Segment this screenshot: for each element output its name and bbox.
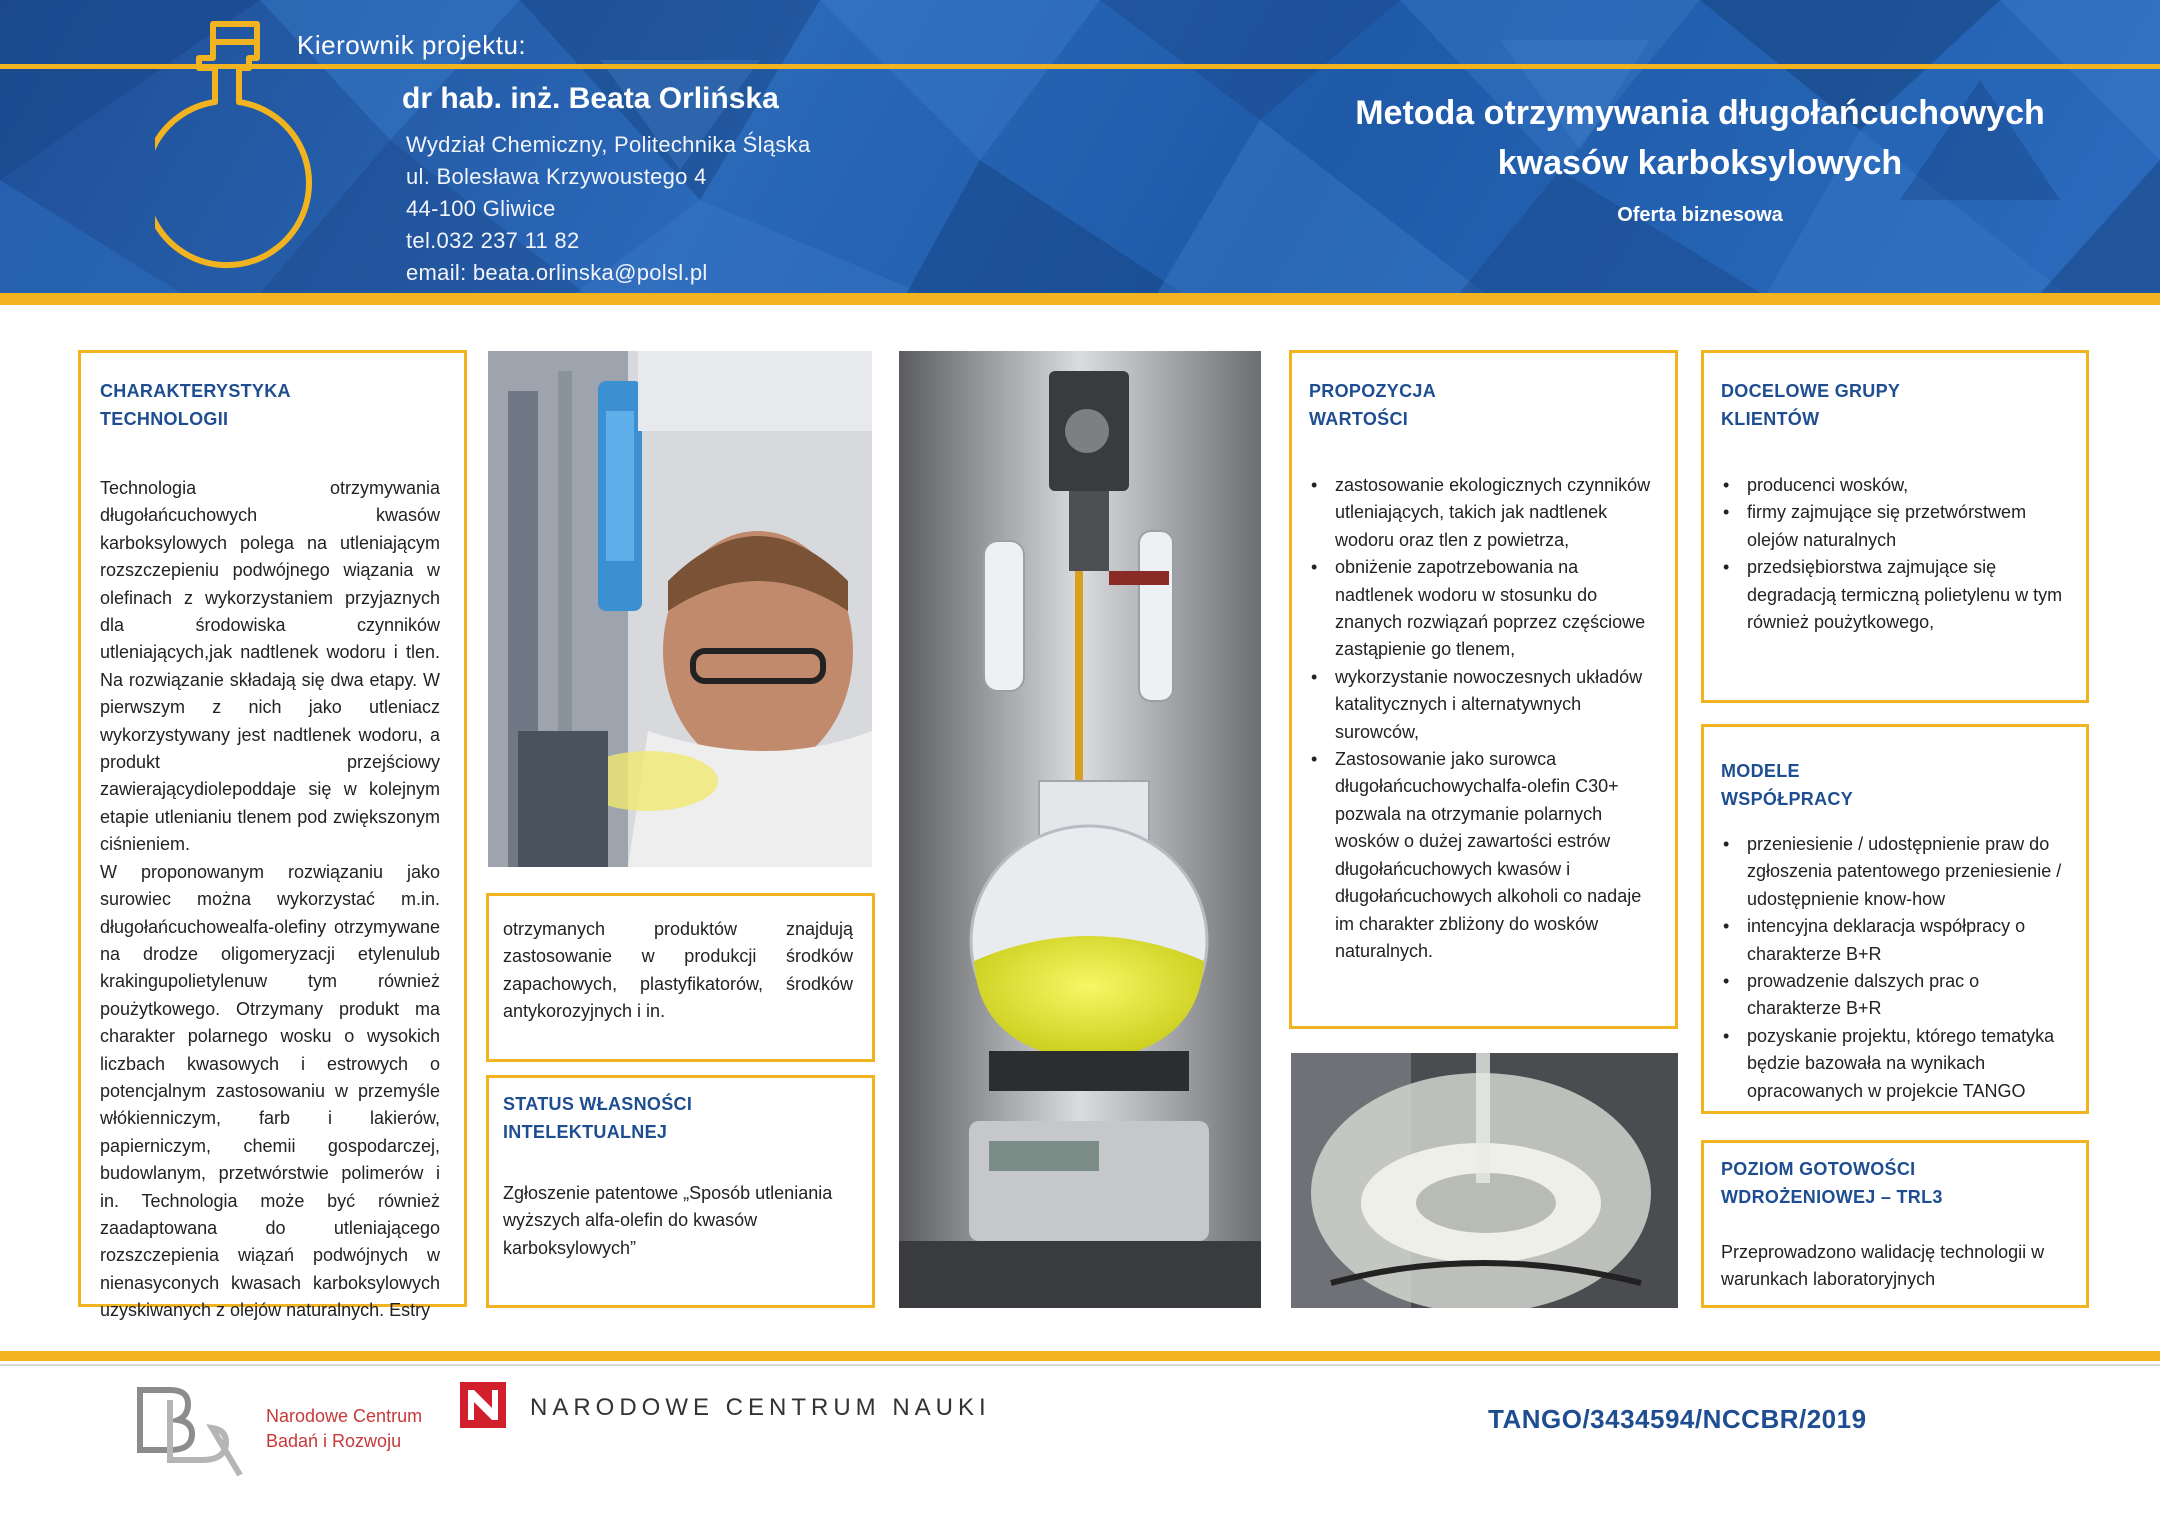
list-item: • firmy zajmujące się przetwórstwem olejów naturalnych xyxy=(1721,499,2066,554)
list-item: • intencyjna deklaracja współpracy o charakterze B+R xyxy=(1721,913,2071,968)
technology-paragraph: Technologia otrzymywania długołańcuchowych kwasów karboksylowych polega na utleniającym rozszczepieniu podwójnego wiązania w olefinach z wykorzystaniem przyjaznych dla środowiska czynników utleniających,jak nadtlenek wodoru i tlen. Na rozwiązanie składają się dwa etapy. W pierwszym z nich jako utleniacz wykorzystywany jest nadtlenek wodoru, a produkt przejściowy zawierającydiolepoddaje się w kolejnym etapie utlenianiu tlenem pod zwiększonym ciśnieniem. xyxy=(100,478,440,855)
header-banner xyxy=(0,0,2160,305)
ncbr-name-line: Badań i Rozwoju xyxy=(266,1431,402,1451)
value-proposition-box xyxy=(1289,350,1678,1029)
list-item: • pozyskanie projektu, którego tematyka będzie bazowała na wynikach opracowanych w projekcie TANGO xyxy=(1721,1023,2071,1105)
address-line: ul. Bolesława Krzywoustego 4 xyxy=(406,164,707,189)
address-line: 44-100 Gliwice xyxy=(406,196,556,221)
target-clients-title-line: DOCELOWE GRUPY xyxy=(1721,381,1901,401)
ip-status-box xyxy=(486,1075,875,1308)
list-item: • wykorzystanie nowoczesnych układów katalitycznych i alternatywnych surowców, xyxy=(1309,664,1657,746)
footer-rule xyxy=(0,1351,2160,1361)
technology-paragraph: W proponowanym rozwiązaniu jako surowiec można wykorzystać m.in. długołańcuchowealfa-olefiny otrzymywane na drodze oligomeryzacji etylenulub krakingupolietylenuw tym również poużytkowego. Otrzymany produkt ma charakter polarnego wosku o wysokich liczbach kwasowych i estrowych o potencjalnym zastosowaniu w przemyśle włókienniczym, farb i lakierów, papierniczym, chemii gospodarczej, budowlanym, przetwórstwie polimerów i in. Technologia może być również zaadaptowana do utleniającego rozszczepienia wiązań podwójnych w nienasyconych kwasach karboksylowych uzyskiwanych z olejów naturalnych. Estry xyxy=(100,861,440,1321)
readiness-level-title-line: POZIOM GOTOWOŚCI xyxy=(1721,1159,1916,1179)
ip-status-text: Zgłoszenie patentowe „Sposób utleniania wyższych alfa-olefin do kwasów karboksylowych” xyxy=(503,1183,833,1258)
technology-continuation-box xyxy=(486,893,875,1062)
technology-text xyxy=(100,475,440,1325)
offer-title-line: kwasów karboksylowych xyxy=(1497,144,1903,182)
project-lead-label: Kierownik projektu: xyxy=(297,30,527,60)
list-item: • zastosowanie ekologicznych czynników utleniających, takich jak nadtlenek wodoru oraz tlen z powietrza, xyxy=(1309,472,1657,554)
list-item: • producenci wosków, xyxy=(1721,472,2066,499)
value-proposition-list xyxy=(1309,472,1657,965)
technology-title xyxy=(100,377,291,433)
project-code: TANGO/3434594/NCCBR/2019 xyxy=(1488,1404,1867,1434)
readiness-level-title-line: WDROŻENIOWEJ – TRL3 xyxy=(1721,1187,1943,1207)
header-bottom-rule xyxy=(0,293,2160,305)
target-clients-title-line: KLIENTÓW xyxy=(1721,409,1820,429)
target-clients-title xyxy=(1721,377,1900,433)
technology-title-line: CHARAKTERYSTYKA xyxy=(100,381,291,401)
readiness-level-text: Przeprowadzono walidację technologii w warunkach laboratoryjnych xyxy=(1721,1242,2045,1290)
value-proposition-title xyxy=(1309,377,1436,433)
list-item: • przedsiębiorstwa zajmujące się degradacją termiczną polietylenu w tym również poużytkowego, xyxy=(1721,554,2066,636)
list-item: • prowadzenie dalszych prac o charakterze B+R xyxy=(1721,968,2071,1023)
target-clients-list xyxy=(1721,472,2066,636)
glass-flask-photo xyxy=(1291,1053,1678,1308)
readiness-level-title xyxy=(1721,1155,1943,1211)
cooperation-models-title-line: MODELE xyxy=(1721,761,1800,781)
reactor-image xyxy=(899,351,1261,1308)
ncbr-name-line: Narodowe Centrum xyxy=(266,1406,423,1426)
address-line: Wydział Chemiczny, Politechnika Śląska xyxy=(406,132,811,157)
list-item: • obniżenie zapotrzebowania na nadtlenek wodoru w stosunku do znanych rozwiązań poprzez częściowe zastąpienie go tlenem, xyxy=(1309,554,1657,664)
cooperation-models-list xyxy=(1721,831,2071,1105)
email-line[interactable]: email: beata.orlinska@polsl.pl xyxy=(406,260,708,285)
cooperation-models-title xyxy=(1721,757,1853,813)
ncbr-name xyxy=(266,1404,422,1454)
ip-status-title-line: INTELEKTUALNEJ xyxy=(503,1122,668,1142)
readiness-level-box xyxy=(1701,1140,2089,1308)
cooperation-models-box xyxy=(1701,724,2089,1114)
cooperation-models-title-line: WSPÓŁPRACY xyxy=(1721,789,1854,809)
value-proposition-title-line: PROPOZYCJA xyxy=(1309,381,1437,401)
reactor-photo xyxy=(899,351,1261,1308)
technology-continuation-text: otrzymanych produktów znajdują zastosowanie w produkcji środków zapachowych, plastyfikatorów, środków antykorozyjnych i in. xyxy=(503,919,853,1022)
offer-subtitle: Oferta biznesowa xyxy=(1617,204,1783,226)
list-item: • Zastosowanie jako surowca długołańcuchowychalfa-olefin C30+ pozwala na otrzymanie polarnych wosków o dużej zawartości estrów długołańcuchowych kwasów i długołańcuchowych alkoholi co nadaje im charakter zbliżony do wosków naturalnych. xyxy=(1309,746,1657,965)
lab-researcher-photo xyxy=(488,351,872,867)
offer-title xyxy=(1240,88,2160,188)
technology-title-line: TECHNOLOGII xyxy=(100,409,229,429)
lab-researcher-image xyxy=(488,351,872,867)
ip-status-title-line: STATUS WŁASNOŚCI xyxy=(503,1094,693,1114)
glass-flask-image xyxy=(1291,1053,1678,1308)
target-clients-box xyxy=(1701,350,2089,703)
technology-box xyxy=(78,350,467,1321)
ncn-logo-icon xyxy=(458,1380,508,1430)
list-item: • przeniesienie / udostępnienie praw do zgłoszenia patentowego przeniesienie / udostępnienie know-how xyxy=(1721,831,2071,913)
offer-title-line: Metoda otrzymywania długołańcuchowych xyxy=(1355,94,2045,132)
phone-line: tel.032 237 11 82 xyxy=(406,228,580,253)
ip-status-title xyxy=(503,1090,692,1146)
ncbr-logo-icon xyxy=(130,1380,260,1480)
project-lead-name: dr hab. inż. Beata Orlińska xyxy=(402,82,779,115)
value-proposition-title-line: WARTOŚCI xyxy=(1309,409,1409,429)
ncn-name: NARODOWE CENTRUM NAUKI xyxy=(530,1394,991,1421)
footer-rule-shadow xyxy=(0,1364,2160,1366)
